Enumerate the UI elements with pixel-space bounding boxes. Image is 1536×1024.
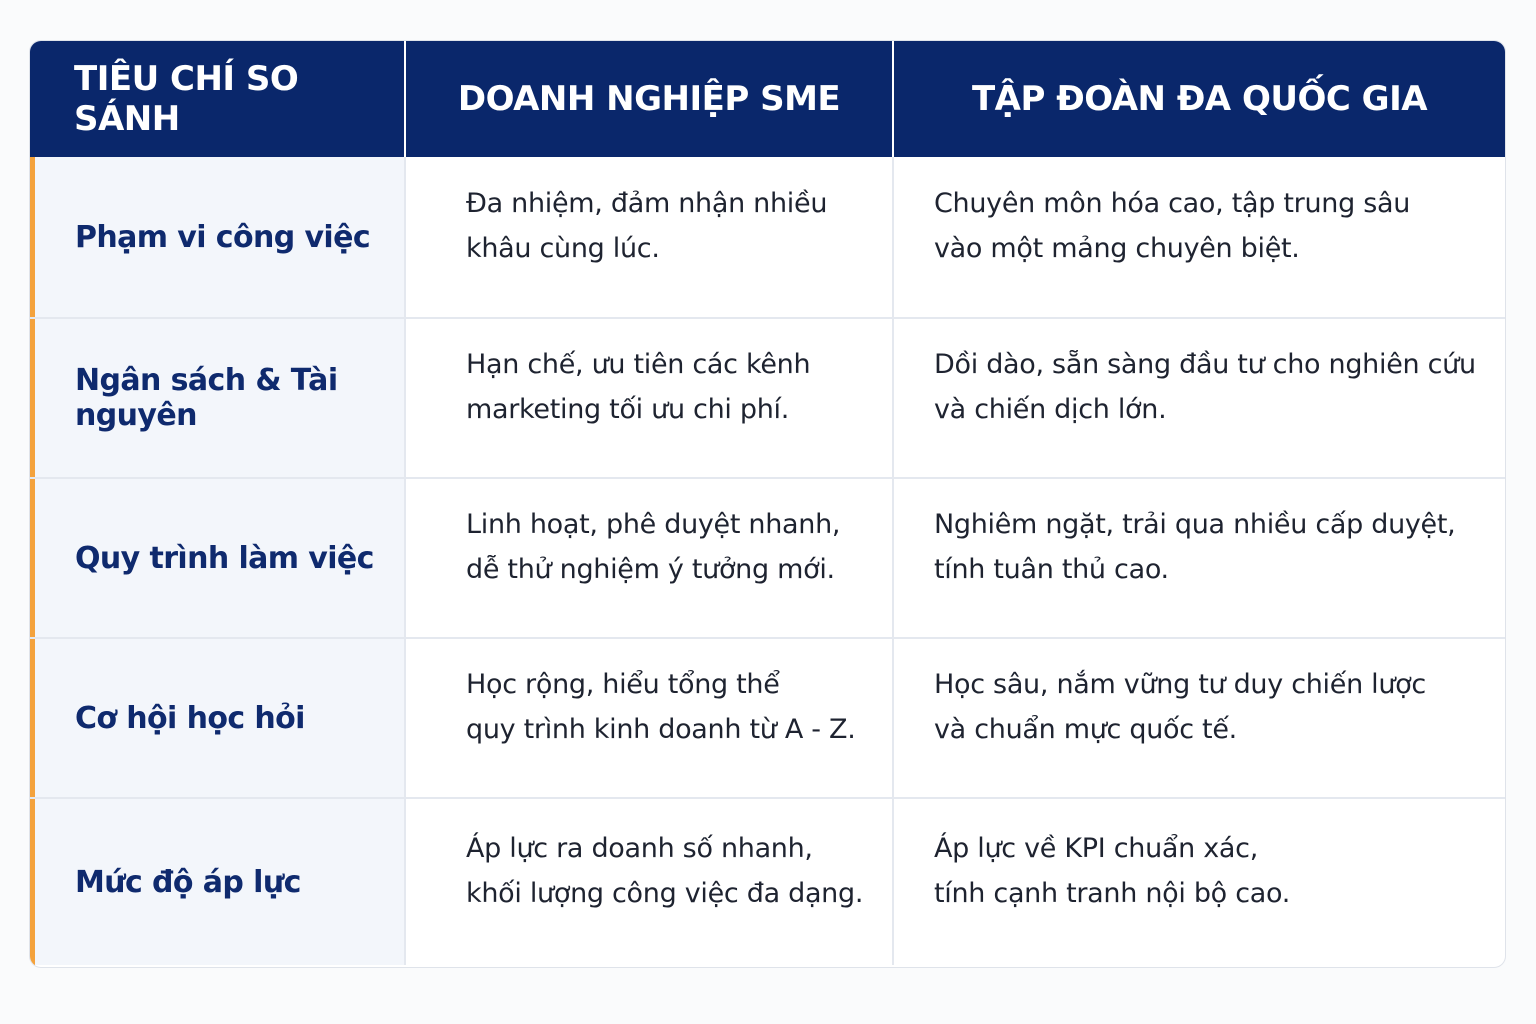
table-row: [30, 637, 1505, 797]
criterion-cell: [30, 799, 404, 965]
mnc-text-line: tính tuân thủ cao.: [934, 554, 1169, 585]
sme-cell: [404, 479, 892, 637]
sme-cell: [404, 799, 892, 965]
sme-text-line: Học rộng, hiểu tổng thể: [466, 669, 780, 700]
sme-text-line: Áp lực ra doanh số nhanh,: [466, 833, 813, 864]
criterion-label: Cơ hội học hỏi: [75, 700, 305, 736]
sme-text-line: khối lượng công việc đa dạng.: [466, 878, 864, 909]
header-sme-label: DOANH NGHIỆP SME: [457, 79, 841, 119]
criterion-label: Phạm vi công việc: [75, 219, 371, 255]
mnc-cell: [892, 799, 1505, 965]
mnc-text-line: Nghiêm ngặt, trải qua nhiều cấp duyệt,: [934, 509, 1456, 540]
sme-text-line: Hạn chế, ưu tiên các kênh: [466, 349, 811, 380]
sme-cell: [404, 319, 892, 477]
mnc-cell: [892, 157, 1505, 317]
table-row: [30, 477, 1505, 637]
comparison-table: [29, 40, 1506, 968]
sme-cell: [404, 157, 892, 317]
header-criteria: [30, 41, 404, 157]
criterion-label: Quy trình làm việc: [75, 540, 374, 576]
criterion-label: Ngân sách & Tài nguyên: [75, 363, 338, 433]
header-sme: [404, 41, 892, 157]
mnc-text-line: Học sâu, nắm vững tư duy chiến lược: [934, 669, 1426, 700]
sme-cell: [404, 639, 892, 797]
mnc-text-line: tính cạnh tranh nội bộ cao.: [934, 878, 1291, 909]
table-header-row: [30, 41, 1505, 157]
mnc-text-line: Áp lực về KPI chuẩn xác,: [934, 833, 1258, 864]
sme-text-line: quy trình kinh doanh từ A - Z.: [466, 714, 856, 745]
mnc-cell: [892, 639, 1505, 797]
sme-text-line: Linh hoạt, phê duyệt nhanh,: [466, 509, 841, 540]
criterion-cell: [30, 319, 404, 477]
sme-text-line: marketing tối ưu chi phí.: [466, 394, 790, 425]
table-row: [30, 797, 1505, 965]
criterion-cell: [30, 639, 404, 797]
header-mnc-label: TẬP ĐOÀN ĐA QUỐC GIA: [971, 79, 1428, 119]
header-mnc: [892, 41, 1505, 157]
mnc-cell: [892, 479, 1505, 637]
table-row: [30, 157, 1505, 317]
criterion-cell: [30, 479, 404, 637]
mnc-text-line: Chuyên môn hóa cao, tập trung sâu: [934, 188, 1411, 219]
sme-text-line: khâu cùng lúc.: [466, 233, 660, 264]
mnc-text-line: và chuẩn mực quốc tế.: [934, 714, 1237, 745]
mnc-text-line: Dồi dào, sẵn sàng đầu tư cho nghiên cứu: [934, 349, 1476, 380]
criterion-cell: [30, 157, 404, 317]
table-row: [30, 317, 1505, 477]
criterion-label: Mức độ áp lực: [75, 864, 301, 900]
sme-text-line: Đa nhiệm, đảm nhận nhiều: [466, 188, 828, 219]
header-criteria-label: TIÊU CHÍ SO SÁNH: [74, 59, 299, 139]
mnc-text-line: và chiến dịch lớn.: [934, 394, 1167, 425]
sme-text-line: dễ thử nghiệm ý tưởng mới.: [466, 554, 835, 585]
mnc-cell: [892, 319, 1505, 477]
mnc-text-line: vào một mảng chuyên biệt.: [934, 233, 1300, 264]
